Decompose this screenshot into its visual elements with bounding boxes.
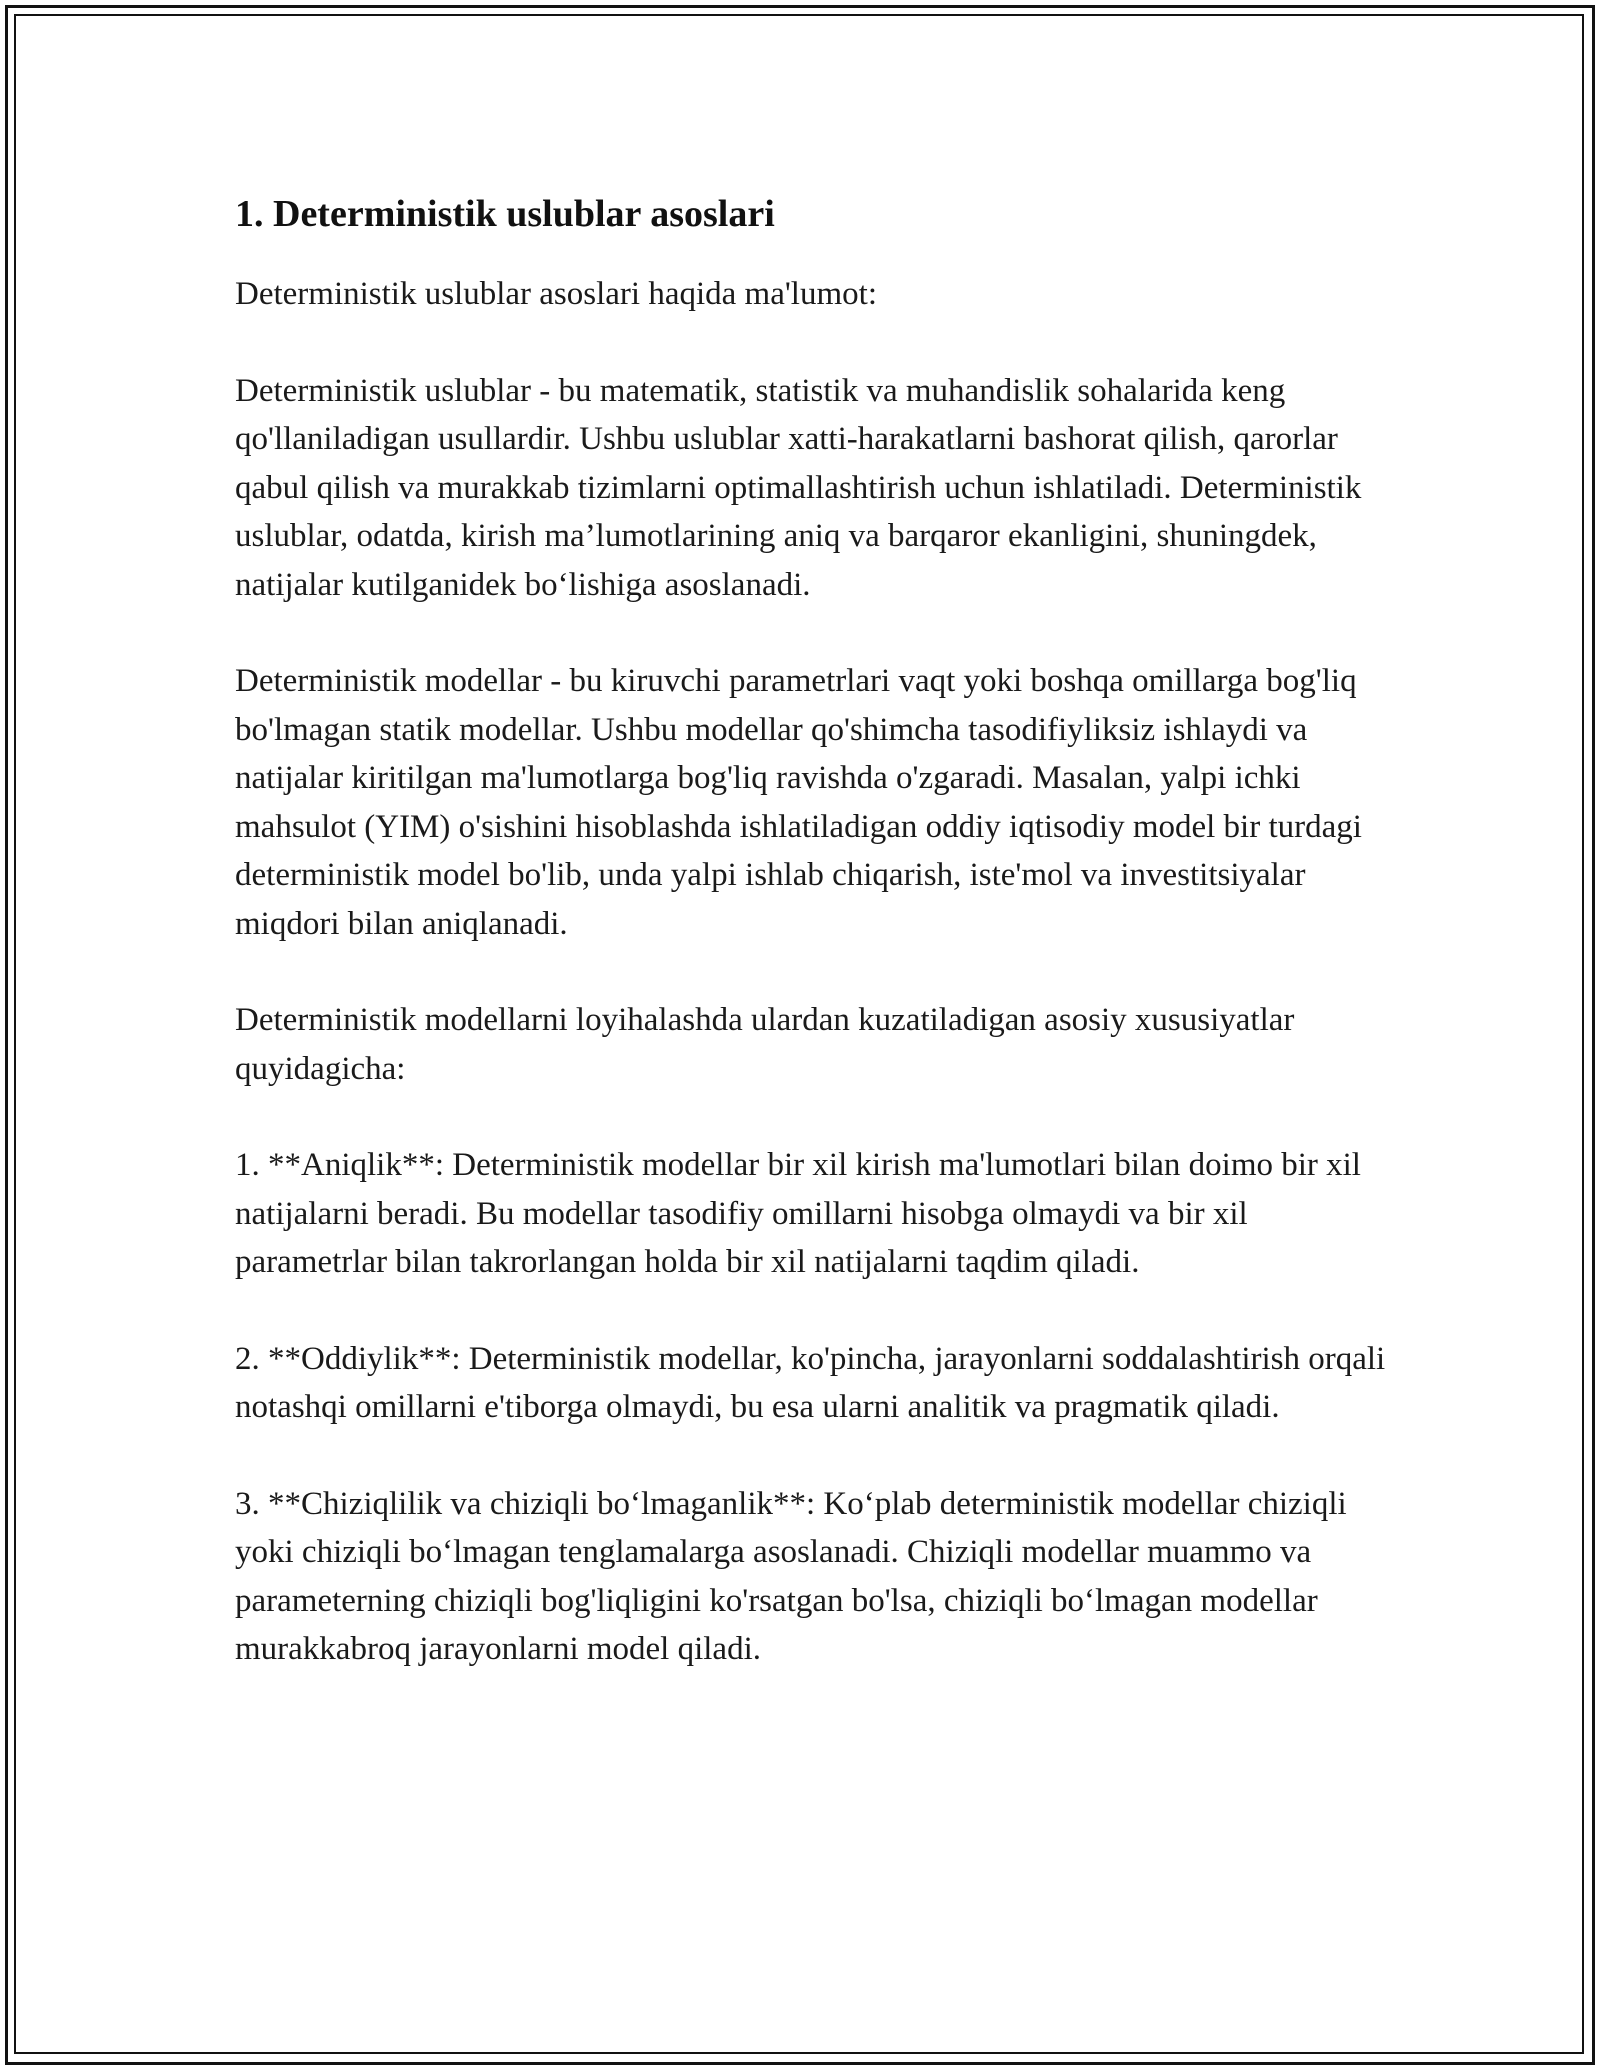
list-item-accuracy: 1. **Aniqlik**: Deterministik modellar bir xil kirish ma'lumotlari bilan doimo bir xil natijalarni beradi. Bu modellar tasodifiy omillarni hisobga olmaydi va bir xil parametrlar bilan takrorlangan holda bir xil natijalarni taqdim qiladi. [235,1147,1361,1280]
models-paragraph: Deterministik modellar - bu kiruvchi parametrlari vaqt yoki boshqa omillarga bog'liq bo'lmagan statik modellar. Ushbu modellar qo'shimcha tasodifiyliksiz ishlaydi va natijalar kiritilgan ma'lumotlarga bog'liq ravishda o'zgaradi. Masalan, yalpi ichki mahsulot (YIM) o'sishini hisoblashda ishlatiladigan oddiy iqtisodiy model bir turdagi deterministik model bo'lib, unda yalpi ishlab chiqarish, iste'mol va investitsiyalar miqdori bilan aniqlanadi. [235,663,1362,942]
document-body [235,188,1400,1722]
list-item-linearity: 3. **Chiziqlilik va chiziqli bo‘lmaganlik**: Ko‘plab deterministik modellar chiziqli yoki chiziqli bo‘lmagan tenglamalarga asoslanadi. Chiziqli modellar muammo va parameterning chiziqli bog'liqligini ko'rsatgan bo'lsa, chiziqli bo‘lmagan modellar murakkabroq jarayonlarni model qiladi. [235,1485,1347,1667]
intro-paragraph: Deterministik uslublar asoslari haqida ma'lumot: [235,276,877,312]
features-intro-paragraph: Deterministik modellarni loyihalashda ulardan kuzatiladigan asosiy xususiyatlar quyidagicha: [235,1002,1295,1087]
list-item-simplicity: 2. **Oddiylik**: Deterministik modellar, ko'pincha, jarayonlarni soddalashtirish orqali notashqi omillarni e'tiborga olmaydi, bu esa ularni analitik va pragmatik qiladi. [235,1340,1386,1425]
section-heading: 1. Deterministik uslublar asoslari [235,193,775,235]
definition-paragraph: Deterministik uslublar - bu matematik, statistik va muhandislik sohalarida keng qo'llaniladigan usullardir. Ushbu uslublar xatti-harakatlarni bashorat qilish, qarorlar qabul qilish va murakkab tizimlarni optimallashtirish uchun ishlatiladi. Deterministik uslublar, odatda, kirish ma’lumotlarining aniq va barqaror ekanligini, shuningdek, natijalar kutilganidek bo‘lishiga asoslanadi. [235,372,1362,603]
